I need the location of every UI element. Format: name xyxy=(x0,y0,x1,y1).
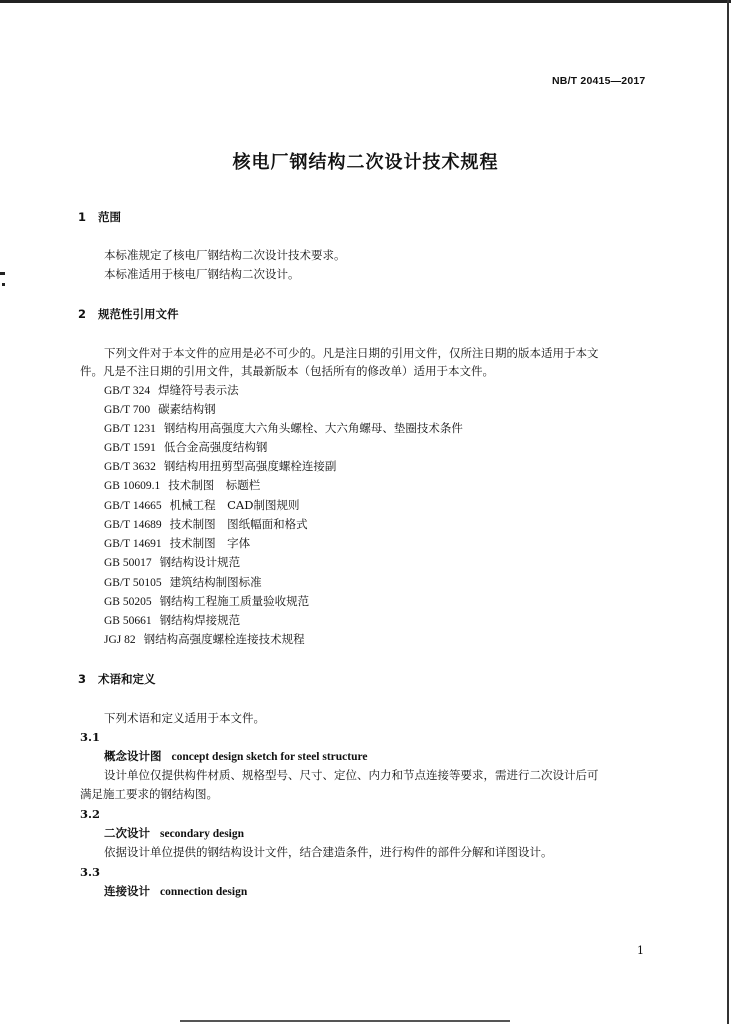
reference-title: 技术制图 标题栏 xyxy=(168,478,261,492)
reference-item xyxy=(104,383,239,398)
section-number: 2 xyxy=(78,307,87,321)
term-heading xyxy=(104,826,244,841)
scan-mark xyxy=(2,283,5,286)
reference-title: 钢结构设计规范 xyxy=(159,555,241,569)
reference-code: GB/T 3632 xyxy=(104,461,156,473)
reference-code: GB 10609.1 xyxy=(104,480,161,492)
reference-title: 焊缝符号表示法 xyxy=(158,383,239,397)
scan-mark xyxy=(0,272,5,275)
reference-code: GB/T 14689 xyxy=(104,519,162,531)
reference-title: 钢结构焊接规范 xyxy=(159,613,241,627)
reference-title: 低合金高强度结构钢 xyxy=(163,440,268,454)
section-heading xyxy=(78,307,179,321)
term-cn: 概念设计图 xyxy=(104,749,162,763)
reference-item xyxy=(104,440,267,455)
reference-title: 机械工程 CAD制图规则 xyxy=(169,498,300,512)
term-cn: 连接设计 xyxy=(104,884,150,898)
section-number: 3 xyxy=(78,672,87,686)
reference-title: 钢结构用扭剪型高强度螺栓连接副 xyxy=(163,459,337,473)
reference-item xyxy=(104,594,309,609)
term-cn: 二次设计 xyxy=(104,826,150,840)
term-number: 3.1 xyxy=(80,730,101,744)
document-code: NB/T 20415—2017 xyxy=(552,75,646,87)
paragraph: 件。凡是不注日期的引用文件，其最新版本（包括所有的修改单）适用于本文件。 xyxy=(80,364,494,378)
reference-title: 建筑结构制图标准 xyxy=(169,575,262,589)
scan-border-bottom xyxy=(180,1020,510,1022)
section-title: 术语和定义 xyxy=(98,672,156,686)
reference-code: GB/T 50105 xyxy=(104,577,162,589)
paragraph: 本标准适用于核电厂钢结构二次设计。 xyxy=(104,267,300,281)
term-definition: 满足施工要求的钢结构图。 xyxy=(80,787,218,801)
paragraph: 本标准规定了核电厂钢结构二次设计技术要求。 xyxy=(104,248,346,262)
term-heading xyxy=(104,749,368,764)
reference-code: GB 50017 xyxy=(104,557,152,569)
reference-item xyxy=(104,536,250,551)
reference-item xyxy=(104,632,305,647)
reference-code: GB/T 324 xyxy=(104,385,151,397)
section-title: 范围 xyxy=(98,210,121,224)
reference-item xyxy=(104,517,308,532)
term-number: 3.2 xyxy=(80,807,101,821)
reference-code: GB/T 1591 xyxy=(104,442,156,454)
reference-code: GB/T 700 xyxy=(104,404,151,416)
section-heading xyxy=(78,672,156,686)
reference-item xyxy=(104,555,240,570)
reference-item xyxy=(104,575,262,590)
reference-code: GB 50661 xyxy=(104,615,152,627)
reference-title: 技术制图 字体 xyxy=(169,536,251,550)
term-en: connection design xyxy=(160,886,248,898)
term-number: 3.3 xyxy=(80,865,101,879)
reference-item xyxy=(104,459,336,474)
reference-code: GB/T 14665 xyxy=(104,500,162,512)
paragraph: 下列文件对于本文件的应用是必不可少的。凡是注日期的引用文件，仅所注日期的版本适用于本文 xyxy=(104,346,599,360)
reference-code: GB/T 1231 xyxy=(104,423,156,435)
reference-item xyxy=(104,402,216,417)
reference-title: 钢结构高强度螺栓连接技术规程 xyxy=(143,632,305,646)
section-heading xyxy=(78,210,121,224)
reference-title: 钢结构用高强度大六角头螺栓、大六角螺母、垫圈技术条件 xyxy=(163,421,463,435)
section-number: 1 xyxy=(78,210,87,224)
reference-title: 碳素结构钢 xyxy=(158,402,216,416)
reference-title: 技术制图 图纸幅面和格式 xyxy=(169,517,308,531)
reference-item xyxy=(104,498,299,513)
term-en: secondary design xyxy=(160,828,245,840)
page-number: 1 xyxy=(637,944,644,957)
reference-code: GB 50205 xyxy=(104,596,152,608)
reference-title: 钢结构工程施工质量验收规范 xyxy=(159,594,310,608)
paragraph: 下列术语和定义适用于本文件。 xyxy=(104,711,265,725)
term-heading xyxy=(104,884,247,899)
section-title: 规范性引用文件 xyxy=(98,307,179,321)
reference-item xyxy=(104,478,260,493)
scan-border-top xyxy=(0,0,731,3)
reference-code: GB/T 14691 xyxy=(104,538,162,550)
term-en: concept design sketch for steel structure xyxy=(171,751,368,763)
reference-item xyxy=(104,613,240,628)
reference-code: JGJ 82 xyxy=(104,634,136,646)
document-title: 核电厂钢结构二次设计技术规程 xyxy=(232,152,499,173)
reference-item xyxy=(104,421,463,436)
term-definition: 设计单位仅提供构件材质、规格型号、尺寸、定位、内力和节点连接等要求，需进行二次设计后可 xyxy=(104,768,599,782)
term-definition: 依据设计单位提供的钢结构设计文件，结合建造条件，进行构件的部件分解和详图设计。 xyxy=(104,845,553,859)
